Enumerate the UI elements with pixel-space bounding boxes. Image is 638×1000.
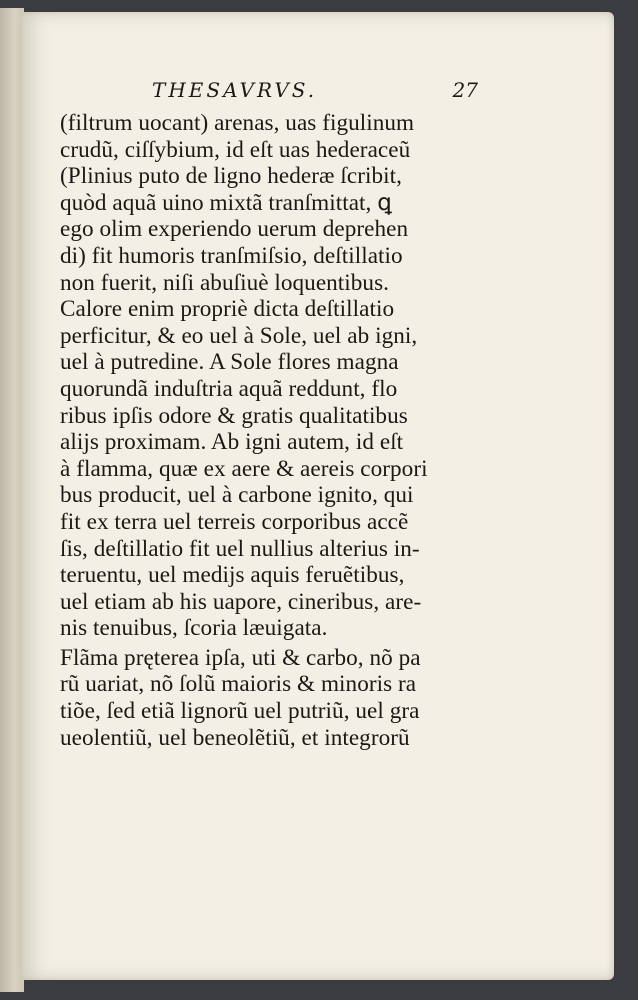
text-line: Flãma pręterea ipſa, uti & carbo, nõ pa [60,644,421,671]
text-line: uel etiam ab his uapore, cineribus, are- [60,588,422,615]
text-line: nis tenuibus, ſcoria læuigata. [60,615,328,642]
text-line: à flamma, quæ ex aere & aereis corpori [60,455,428,482]
text-line: fit ex terra uel terreis corporibus accẽ [60,508,409,535]
text-line: ribus ipſis odore & gratis qualitatibus [60,402,408,429]
text-line: crudũ, ciſſybium, id eſt uas hederaceũ [60,136,411,163]
text-line: teruentu, uel medijs aquis feruẽtibus, [60,562,405,589]
text-line: quorundã induſtria aquã reddunt, flo [60,375,398,402]
text-line: (filtrum uocant) arenas, uas figulinum [60,110,415,136]
text-line: (Plinius puto de ligno hederæ ſcribit, [60,163,402,190]
previous-page-edge [0,8,24,992]
page-header [62,78,478,104]
text-line: uel à putredine. A Sole flores magna [60,349,399,376]
text-line: Calore enim propriè dicta deſtillatio [60,296,395,323]
text-line: tiõe, ſed etiã lignorũ uel putriũ, uel gra [60,698,420,725]
running-title: THESAVRVS. [152,78,318,102]
text-line: quòd aquã uino mixtã tranſmittat, ꝗ [60,189,393,216]
text-line: ueolentiũ, uel beneolẽtiũ, et integrorũ [60,724,410,751]
text-line: perficitur, & eo uel à Sole, uel ab igni, [60,322,418,349]
text-line: ſis, deſtillatio fit uel nullius alterius in- [60,535,420,562]
page-number: 27 [452,78,478,102]
text-line: alijs proximam. Ab igni autem, id eſt [60,429,404,456]
text-line: non fuerit, niſi abuſiuè loquentibus. [60,269,389,296]
body-text [60,110,484,751]
text-line: bus producit, uel à carbone ignito, qui [60,482,414,509]
text-line: rũ uariat, nõ ſolũ maioris & minoris ra [60,671,417,698]
text-line: ego olim experiendo uerum deprehen [60,216,409,243]
text-line: di) fit humoris tranſmiſsio, deſtillatio [60,242,403,269]
